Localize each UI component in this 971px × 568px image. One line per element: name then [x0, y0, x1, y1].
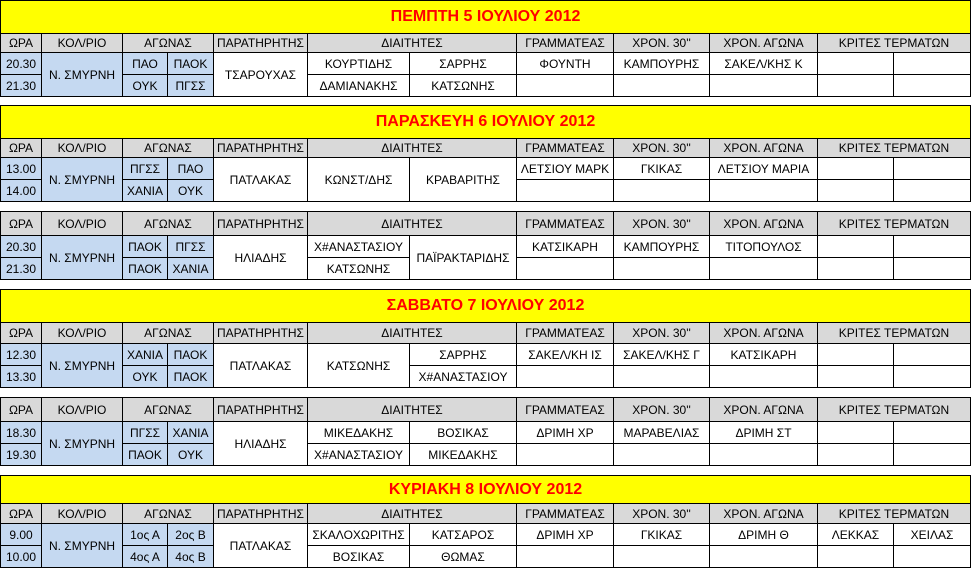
secretary-cell: ΔΡΙΜΗ ΧΡ: [517, 422, 614, 444]
header-time: ΩΡΑ: [0, 139, 42, 158]
goal-judge-1-cell: [818, 422, 894, 444]
game-clock-cell: [710, 366, 818, 388]
secretary-cell: ΚΑΤΣΙΚΑΡΗ: [517, 236, 614, 258]
goal-judge-2-cell: ΧΕΙΛΑΣ: [894, 524, 971, 546]
away-team-cell: ΟΥΚ: [168, 444, 214, 466]
secretary-cell: ΣΑΚΕΛ/ΚΗ ΙΣ: [517, 344, 614, 366]
time-cell: 19.30: [0, 444, 42, 466]
header-goal-judges: ΚΡΙΤΕΣ ΤΕΡΜΑΤΩΝ: [818, 211, 971, 236]
secretary-cell: [517, 366, 614, 388]
game-clock-cell: [710, 258, 818, 280]
time-cell: 20.30: [0, 53, 42, 75]
home-team-cell: ΧΑΝΙΑ: [123, 180, 168, 202]
home-team-cell: ΠΑΟΚ: [123, 236, 168, 258]
time-cell: 20.30: [0, 236, 42, 258]
header-match: ΑΓΩΝΑΣ: [123, 397, 214, 422]
header-shot-clock: ΧΡΟΝ. 30'': [614, 211, 710, 236]
header-observer: ΠΑΡΑΤΗΡΗΤΗΣ: [214, 139, 308, 158]
block-spacer: [0, 97, 971, 105]
home-team-cell: ΠΑΟΚ: [123, 258, 168, 280]
header-referees: ΔΙΑΙΤΗΤΕΣ: [308, 34, 517, 53]
goal-judge-1-cell: [818, 444, 894, 466]
header-shot-clock: ΧΡΟΝ. 30'': [614, 139, 710, 158]
header-time: ΩΡΑ: [0, 504, 42, 524]
header-match: ΑΓΩΝΑΣ: [123, 139, 214, 158]
game-clock-cell: [710, 75, 818, 97]
header-observer: ΠΑΡΑΤΗΡΗΤΗΣ: [214, 397, 308, 422]
header-secretary: ΓΡΑΜΜΑΤΕΑΣ: [517, 323, 614, 344]
header-match: ΑΓΩΝΑΣ: [123, 323, 214, 344]
header-venue: ΚΟΛ/ΡΙΟ: [42, 323, 123, 344]
referee-1-cell: Χ#ΑΝΑΣΤΑΣΙΟΥ: [308, 444, 410, 466]
header-time: ΩΡΑ: [0, 323, 42, 344]
referee-1-cell: ΒΟΣΙΚΑΣ: [308, 546, 410, 568]
game-clock-cell: [710, 444, 818, 466]
home-team-cell: ΠΑΟΚ: [123, 444, 168, 466]
venue-cell: Ν. ΣΜΥΡΝΗ: [42, 524, 123, 568]
header-venue: ΚΟΛ/ΡΙΟ: [42, 139, 123, 158]
goal-judge-2-cell: [894, 366, 971, 388]
header-observer: ΠΑΡΑΤΗΡΗΤΗΣ: [214, 323, 308, 344]
header-goal-judges: ΚΡΙΤΕΣ ΤΕΡΜΑΤΩΝ: [818, 397, 971, 422]
header-venue: ΚΟΛ/ΡΙΟ: [42, 34, 123, 53]
home-team-cell: ΟΥΚ: [123, 366, 168, 388]
goal-judge-2-cell: [894, 444, 971, 466]
home-team-cell: 4ος Α: [123, 546, 168, 568]
header-observer: ΠΑΡΑΤΗΡΗΤΗΣ: [214, 34, 308, 53]
header-time: ΩΡΑ: [0, 34, 42, 53]
goal-judge-1-cell: [818, 75, 894, 97]
referee-2-cell: Χ#ΑΝΑΣΤΑΣΙΟΥ: [410, 366, 517, 388]
secretary-cell: ΦΟΥΝΤΗ: [517, 53, 614, 75]
game-clock-cell: ΔΡΙΜΗ ΣΤ: [710, 422, 818, 444]
referee-2-cell: ΚΑΤΣΩΝΗΣ: [410, 75, 517, 97]
game-clock-cell: ΚΑΤΣΙΚΑΡΗ: [710, 344, 818, 366]
goal-judge-1-cell: [818, 180, 894, 202]
goal-judge-1-cell: [818, 366, 894, 388]
shot-clock-cell: ΚΑΜΠΟΥΡΗΣ: [614, 53, 710, 75]
header-venue: ΚΟΛ/ΡΙΟ: [42, 397, 123, 422]
header-secretary: ΓΡΑΜΜΑΤΕΑΣ: [517, 139, 614, 158]
header-game-clock: ΧΡΟΝ. ΑΓΩΝΑ: [710, 211, 818, 236]
referee-2-cell: ΚΡΑΒΑΡΙΤΗΣ: [410, 158, 517, 202]
referee-2-cell: ΣΑΡΡΗΣ: [410, 53, 517, 75]
goal-judge-1-cell: [818, 158, 894, 180]
header-time: ΩΡΑ: [0, 211, 42, 236]
time-cell: 18.30: [0, 422, 42, 444]
secretary-cell: [517, 75, 614, 97]
goal-judge-1-cell: [818, 53, 894, 75]
header-goal-judges: ΚΡΙΤΕΣ ΤΕΡΜΑΤΩΝ: [818, 504, 971, 524]
secretary-cell: [517, 258, 614, 280]
block-spacer: [0, 466, 971, 475]
goal-judge-1-cell: [818, 236, 894, 258]
away-team-cell: 2ος Β: [168, 524, 214, 546]
referee-1-cell: ΣΚΑΛΟΧΩΡΙΤΗΣ: [308, 524, 410, 546]
away-team-cell: ΠΑΟΚ: [168, 366, 214, 388]
header-game-clock: ΧΡΟΝ. ΑΓΩΝΑ: [710, 504, 818, 524]
venue-cell: Ν. ΣΜΥΡΝΗ: [42, 158, 123, 202]
home-team-cell: ΟΥΚ: [123, 75, 168, 97]
referee-1-cell: ΜΙΚΕΔΑΚΗΣ: [308, 422, 410, 444]
header-shot-clock: ΧΡΟΝ. 30'': [614, 323, 710, 344]
shot-clock-cell: ΜΑΡΑΒΕΛΙΑΣ: [614, 422, 710, 444]
venue-cell: Ν. ΣΜΥΡΝΗ: [42, 53, 123, 97]
shot-clock-cell: ΚΑΜΠΟΥΡΗΣ: [614, 236, 710, 258]
observer-cell: ΠΑΤΛΑΚΑΣ: [214, 524, 308, 568]
header-match: ΑΓΩΝΑΣ: [123, 504, 214, 524]
referee-1-cell: Χ#ΑΝΑΣΤΑΣΙΟΥ: [308, 236, 410, 258]
referee-1-cell: ΚΑΤΣΩΝΗΣ: [308, 344, 410, 388]
away-team-cell: ΠΓΣΣ: [168, 236, 214, 258]
game-clock-cell: [710, 180, 818, 202]
day-title: ΠΑΡΑΣΚΕΥΗ 6 ΙΟΥΛΙΟΥ 2012: [0, 105, 971, 139]
goal-judge-1-cell: [818, 258, 894, 280]
header-shot-clock: ΧΡΟΝ. 30'': [614, 397, 710, 422]
header-secretary: ΓΡΑΜΜΑΤΕΑΣ: [517, 34, 614, 53]
away-team-cell: ΧΑΝΙΑ: [168, 422, 214, 444]
home-team-cell: ΠΓΣΣ: [123, 158, 168, 180]
header-referees: ΔΙΑΙΤΗΤΕΣ: [308, 139, 517, 158]
away-team-cell: ΟΥΚ: [168, 180, 214, 202]
header-time: ΩΡΑ: [0, 397, 42, 422]
secretary-cell: [517, 546, 614, 568]
shot-clock-cell: [614, 546, 710, 568]
header-observer: ΠΑΡΑΤΗΡΗΤΗΣ: [214, 504, 308, 524]
shot-clock-cell: [614, 366, 710, 388]
away-team-cell: ΧΑΝΙΑ: [168, 258, 214, 280]
time-cell: 13.30: [0, 366, 42, 388]
referee-1-cell: ΚΩΝΣΤ/ΔΗΣ: [308, 158, 410, 202]
referee-2-cell: ΒΟΣΙΚΑΣ: [410, 422, 517, 444]
shot-clock-cell: [614, 258, 710, 280]
secretary-cell: ΔΡΙΜΗ ΧΡ: [517, 524, 614, 546]
referee-1-cell: ΚΟΥΡΤΙΔΗΣ: [308, 53, 410, 75]
goal-judge-2-cell: [894, 236, 971, 258]
goal-judge-1-cell: [818, 344, 894, 366]
goal-judge-2-cell: [894, 258, 971, 280]
away-team-cell: ΠΑΟΚ: [168, 53, 214, 75]
referee-1-cell: ΚΑΤΣΩΝΗΣ: [308, 258, 410, 280]
header-secretary: ΓΡΑΜΜΑΤΕΑΣ: [517, 504, 614, 524]
game-clock-cell: ΛΕΤΣΙΟΥ ΜΑΡΙΑ: [710, 158, 818, 180]
home-team-cell: ΧΑΝΙΑ: [123, 344, 168, 366]
time-cell: 13.00: [0, 158, 42, 180]
away-team-cell: ΠΑΟΚ: [168, 344, 214, 366]
shot-clock-cell: ΣΑΚΕΛ/ΚΗΣ Γ: [614, 344, 710, 366]
header-game-clock: ΧΡΟΝ. ΑΓΩΝΑ: [710, 323, 818, 344]
away-team-cell: ΠΑΟ: [168, 158, 214, 180]
referee-2-cell: ΚΑΤΣΑΡΟΣ: [410, 524, 517, 546]
day-title: ΠΕΜΠΤΗ 5 ΙΟΥΛΙΟΥ 2012: [0, 0, 971, 34]
observer-cell: ΗΛΙΑΔΗΣ: [214, 236, 308, 280]
referee-2-cell: ΘΩΜΑΣ: [410, 546, 517, 568]
goal-judge-2-cell: [894, 158, 971, 180]
shot-clock-cell: [614, 75, 710, 97]
observer-cell: ΠΑΤΛΑΚΑΣ: [214, 158, 308, 202]
header-venue: ΚΟΛ/ΡΙΟ: [42, 211, 123, 236]
secretary-cell: [517, 180, 614, 202]
game-clock-cell: ΤΙΤΟΠΟΥΛΟΣ: [710, 236, 818, 258]
venue-cell: Ν. ΣΜΥΡΝΗ: [42, 236, 123, 280]
header-match: ΑΓΩΝΑΣ: [123, 34, 214, 53]
home-team-cell: ΠΑΟ: [123, 53, 168, 75]
block-spacer: [0, 280, 971, 289]
shot-clock-cell: ΓΚΙΚΑΣ: [614, 524, 710, 546]
header-shot-clock: ΧΡΟΝ. 30'': [614, 504, 710, 524]
referee-2-cell: ΜΙΚΕΔΑΚΗΣ: [410, 444, 517, 466]
venue-cell: Ν. ΣΜΥΡΝΗ: [42, 422, 123, 466]
header-referees: ΔΙΑΙΤΗΤΕΣ: [308, 397, 517, 422]
game-clock-cell: [710, 546, 818, 568]
header-game-clock: ΧΡΟΝ. ΑΓΩΝΑ: [710, 34, 818, 53]
header-goal-judges: ΚΡΙΤΕΣ ΤΕΡΜΑΤΩΝ: [818, 139, 971, 158]
goal-judge-2-cell: [894, 180, 971, 202]
observer-cell: ΗΛΙΑΔΗΣ: [214, 422, 308, 466]
venue-cell: Ν. ΣΜΥΡΝΗ: [42, 344, 123, 388]
time-cell: 9.00: [0, 524, 42, 546]
day-title: ΚΥΡΙΑΚΗ 8 ΙΟΥΛΙΟΥ 2012: [0, 475, 971, 504]
secretary-cell: [517, 444, 614, 466]
away-team-cell: 4ος Β: [168, 546, 214, 568]
header-goal-judges: ΚΡΙΤΕΣ ΤΕΡΜΑΤΩΝ: [818, 323, 971, 344]
header-secretary: ΓΡΑΜΜΑΤΕΑΣ: [517, 397, 614, 422]
game-clock-cell: ΔΡΙΜΗ Θ: [710, 524, 818, 546]
time-cell: 21.30: [0, 258, 42, 280]
referee-2-cell: ΣΑΡΡΗΣ: [410, 344, 517, 366]
home-team-cell: 1ος Α: [123, 524, 168, 546]
goal-judge-2-cell: [894, 422, 971, 444]
header-match: ΑΓΩΝΑΣ: [123, 211, 214, 236]
header-venue: ΚΟΛ/ΡΙΟ: [42, 504, 123, 524]
day-title: ΣΑΒΒΑΤΟ 7 ΙΟΥΛΙΟΥ 2012: [0, 289, 971, 323]
block-spacer: [0, 202, 971, 211]
shot-clock-cell: ΓΚΙΚΑΣ: [614, 158, 710, 180]
header-game-clock: ΧΡΟΝ. ΑΓΩΝΑ: [710, 139, 818, 158]
header-game-clock: ΧΡΟΝ. ΑΓΩΝΑ: [710, 397, 818, 422]
shot-clock-cell: [614, 444, 710, 466]
time-cell: 21.30: [0, 75, 42, 97]
goal-judge-1-cell: ΛΕΚΚΑΣ: [818, 524, 894, 546]
goal-judge-2-cell: [894, 344, 971, 366]
header-referees: ΔΙΑΙΤΗΤΕΣ: [308, 504, 517, 524]
time-cell: 10.00: [0, 546, 42, 568]
header-referees: ΔΙΑΙΤΗΤΕΣ: [308, 323, 517, 344]
shot-clock-cell: [614, 180, 710, 202]
time-cell: 12.30: [0, 344, 42, 366]
secretary-cell: ΛΕΤΣΙΟΥ ΜΑΡΚ: [517, 158, 614, 180]
header-secretary: ΓΡΑΜΜΑΤΕΑΣ: [517, 211, 614, 236]
header-goal-judges: ΚΡΙΤΕΣ ΤΕΡΜΑΤΩΝ: [818, 34, 971, 53]
time-cell: 14.00: [0, 180, 42, 202]
goal-judge-1-cell: [818, 546, 894, 568]
observer-cell: ΤΣΑΡΟΥΧΑΣ: [214, 53, 308, 97]
game-clock-cell: ΣΑΚΕΛ/ΚΗΣ Κ: [710, 53, 818, 75]
home-team-cell: ΠΓΣΣ: [123, 422, 168, 444]
block-spacer: [0, 388, 971, 397]
away-team-cell: ΠΓΣΣ: [168, 75, 214, 97]
observer-cell: ΠΑΤΛΑΚΑΣ: [214, 344, 308, 388]
goal-judge-2-cell: [894, 546, 971, 568]
goal-judge-2-cell: [894, 75, 971, 97]
goal-judge-2-cell: [894, 53, 971, 75]
referee-1-cell: ΔΑΜΙΑΝΑΚΗΣ: [308, 75, 410, 97]
referee-2-cell: ΠΑΪΡΑΚΤΑΡΙΔΗΣ: [410, 236, 517, 280]
header-referees: ΔΙΑΙΤΗΤΕΣ: [308, 211, 517, 236]
header-shot-clock: ΧΡΟΝ. 30'': [614, 34, 710, 53]
header-observer: ΠΑΡΑΤΗΡΗΤΗΣ: [214, 211, 308, 236]
